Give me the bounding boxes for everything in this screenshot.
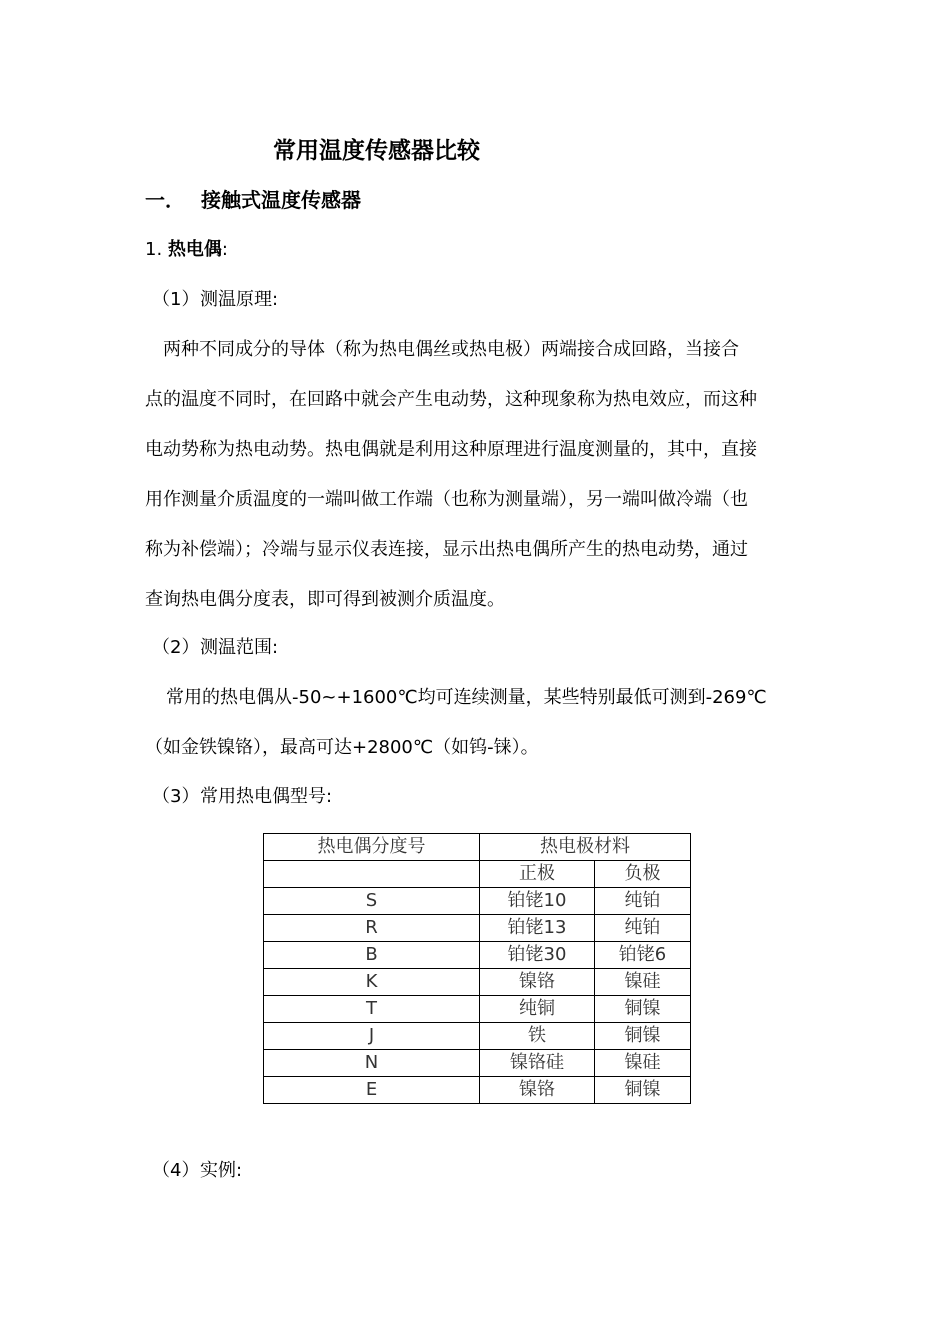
range-paragraph	[145, 673, 806, 773]
header-material: 热电极材料	[480, 834, 691, 861]
page-title: 常用温度传感器比较	[273, 138, 480, 164]
cell-index: T	[264, 996, 480, 1023]
cell-index: R	[264, 915, 480, 942]
cell-positive: 纯铜	[480, 996, 595, 1023]
cell-negative: 铜镍	[595, 1077, 691, 1104]
subsection-number: 1.	[145, 239, 163, 260]
table-header-row	[264, 834, 691, 861]
paragraph-line: 常用的热电偶从-50~+1600℃均可连续测量，某些特别最低可测到-269℃	[166, 687, 767, 708]
thermocouple-table	[263, 833, 691, 1104]
paragraph-line: （如金铁镍铬），最高可达+2800℃（如钨-铼）。	[145, 737, 539, 758]
cell-negative: 铂铑6	[595, 942, 691, 969]
cell-index: K	[264, 969, 480, 996]
item-models	[152, 783, 332, 811]
header-index: 热电偶分度号	[264, 834, 480, 861]
cell-positive: 铁	[480, 1023, 595, 1050]
cell-positive: 铂铑10	[480, 888, 595, 915]
cell-negative: 镍硅	[595, 969, 691, 996]
cell-index: S	[264, 888, 480, 915]
section-heading	[145, 185, 361, 215]
cell-index: B	[264, 942, 480, 969]
cell-negative: 纯铂	[595, 915, 691, 942]
principle-paragraph	[145, 325, 800, 625]
table-row	[264, 942, 691, 969]
item-label: 实例:	[200, 1160, 243, 1181]
cell-positive: 镍铬硅	[480, 1050, 595, 1077]
header-empty-cell	[264, 861, 480, 888]
paragraph-line: 电动势称为热电动势。热电偶就是利用这种原理进行温度测量的，其中，直接	[145, 439, 757, 460]
section-label: 接触式温度传感器	[201, 188, 361, 212]
header-negative: 负极	[595, 861, 691, 888]
cell-negative: 铜镍	[595, 1023, 691, 1050]
cell-negative: 纯铂	[595, 888, 691, 915]
item-number: （3）	[152, 786, 200, 807]
paragraph-line: 两种不同成分的导体（称为热电偶丝或热电极）两端接合成回路，当接合	[145, 339, 739, 360]
table-subheader-row	[264, 861, 691, 888]
item-label: 测温范围:	[200, 637, 279, 658]
section-number: 一．	[145, 188, 185, 212]
table-row	[264, 888, 691, 915]
table-row	[264, 1023, 691, 1050]
item-number: （4）	[152, 1160, 200, 1181]
cell-negative: 铜镍	[595, 996, 691, 1023]
subsection-heading	[145, 236, 228, 264]
header-positive: 正极	[480, 861, 595, 888]
cell-index: E	[264, 1077, 480, 1104]
cell-positive: 铂铑30	[480, 942, 595, 969]
table-row	[264, 1077, 691, 1104]
table-row	[264, 915, 691, 942]
cell-index: N	[264, 1050, 480, 1077]
paragraph-line: 用作测量介质温度的一端叫做工作端（也称为测量端），另一端叫做冷端（也	[145, 489, 748, 510]
item-number: （1）	[152, 289, 200, 310]
item-number: （2）	[152, 637, 200, 658]
cell-index: J	[264, 1023, 480, 1050]
cell-negative: 镍硅	[595, 1050, 691, 1077]
item-label: 常用热电偶型号:	[200, 786, 333, 807]
cell-positive: 铂铑13	[480, 915, 595, 942]
cell-positive: 镍铬	[480, 969, 595, 996]
table-row	[264, 996, 691, 1023]
paragraph-line: 点的温度不同时，在回路中就会产生电动势，这种现象称为热电效应，而这种	[145, 389, 757, 410]
item-range	[152, 634, 278, 662]
table-row	[264, 1050, 691, 1077]
subsection-colon: :	[221, 239, 228, 260]
cell-positive: 镍铬	[480, 1077, 595, 1104]
item-label: 测温原理:	[200, 289, 279, 310]
subsection-label: 热电偶	[167, 239, 222, 260]
paragraph-line: 称为补偿端）；冷端与显示仪表连接，显示出热电偶所产生的热电动势，通过	[145, 539, 748, 560]
table-row	[264, 969, 691, 996]
paragraph-line: 查询热电偶分度表，即可得到被测介质温度。	[145, 589, 505, 610]
item-example	[152, 1157, 242, 1185]
item-principle	[152, 286, 278, 314]
